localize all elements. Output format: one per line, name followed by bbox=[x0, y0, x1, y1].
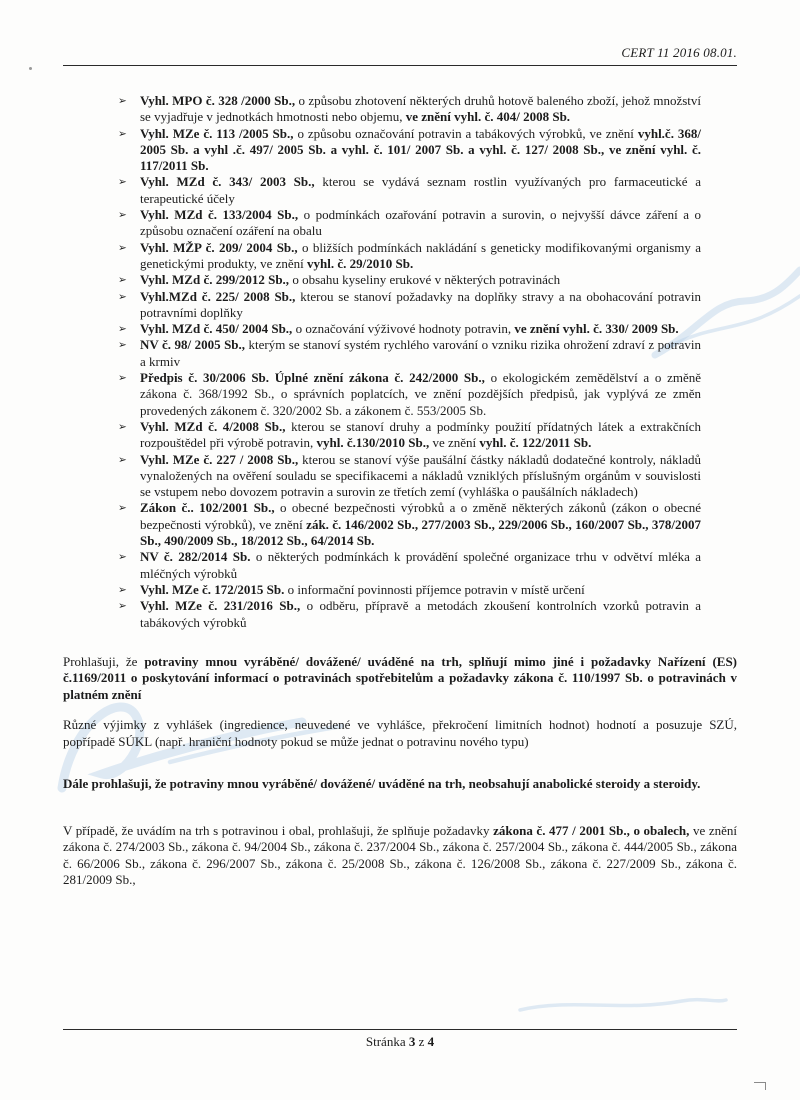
list-item-text: Zákon č.. 102/2001 Sb., o obecné bezpečnosti výrobků a o změně některých zákonů (zákon o obecné bezpečnosti výrobků), ve znění zák. č. 146/2002 Sb., 277/2003 Sb., 229/2006 Sb., 160/2007 Sb., 378/2007 Sb., 490/2009 Sb., 18/2012 Sb., 64/2014 Sb. bbox=[140, 500, 702, 549]
regulation-list bbox=[118, 93, 701, 631]
list-item-text: Vyhl. MPO č. 328 /2000 Sb., o způsobu zhotovení některých druhů hotově baleného zboží, jehož množství se vyjadřuje v jednotkách hmotnosti nebo objemu, ve znění vyhl. č. 404/ 2008 Sb. bbox=[140, 93, 702, 125]
list-item-text: Vyhl. MZd č. 133/2004 Sb., o podmínkách ozařování potravin a surovin, o nejvyšší dávce záření a o způsobu označení ozáření na obalu bbox=[140, 207, 701, 239]
arrow-bullet-icon: ➢ bbox=[118, 339, 127, 352]
arrow-bullet-icon: ➢ bbox=[118, 209, 127, 222]
paragraph: Různé výjimky z vyhlášek (ingredience, neuvedené ve vyhlášce, překročení limitních hodnot) hodnotí a posuzuje SZÚ, popřípadě SÚKL (např. hraniční hodnoty pokud se může jednat o potravinu nového typu) bbox=[63, 717, 737, 749]
list-item-text: Vyhl. MZe č. 113 /2005 Sb., o způsobu označování potravin a tabákových výrobků, ve znění vyhl.č. 368/ 2005 Sb. a vyhl .č. 497/ 2005 Sb. a vyhl. č. 101/ 2007 Sb. a vyhl. č. 127/ 2008 Sb., ve znění vyhl. č. 117/2011 Sb. bbox=[140, 125, 701, 174]
arrow-bullet-icon: ➢ bbox=[118, 551, 127, 564]
list-item bbox=[118, 370, 701, 419]
header-rule bbox=[63, 65, 737, 66]
arrow-bullet-icon: ➢ bbox=[118, 600, 127, 613]
list-item bbox=[118, 582, 701, 598]
document-content bbox=[63, 0, 737, 889]
list-item-text: NV č. 282/2014 Sb. o některých podmínkách k provádění společné organizace trhu v odvětví mléka a mléčných výrobků bbox=[140, 549, 701, 581]
document-header bbox=[63, 0, 737, 61]
list-item bbox=[118, 452, 701, 501]
arrow-bullet-icon: ➢ bbox=[118, 372, 127, 385]
arrow-bullet-icon: ➢ bbox=[118, 453, 127, 466]
list-item bbox=[118, 207, 701, 240]
doc-reference: CERT 11 2016 08.01. bbox=[621, 45, 737, 60]
list-item bbox=[118, 598, 701, 631]
list-item bbox=[118, 419, 701, 452]
scan-artifact bbox=[29, 67, 32, 70]
arrow-bullet-icon: ➢ bbox=[118, 420, 127, 433]
list-item bbox=[118, 289, 701, 322]
paragraph: Dále prohlašuji, že potraviny mnou vyráběné/ dovážené/ uváděné na trh, neobsahují anabolické steroidy a steroidy. bbox=[63, 776, 701, 792]
scan-artifact bbox=[754, 1082, 766, 1090]
list-item-text: Vyhl. MŽP č. 209/ 2004 Sb., o bližších podmínkách nakládání s geneticky modifikovanými organismy a genetickými produkty, ve znění vyhl. č. 29/2010 Sb. bbox=[140, 239, 701, 271]
list-item bbox=[118, 240, 701, 273]
arrow-bullet-icon: ➢ bbox=[118, 323, 127, 336]
list-item-text: Vyhl. MZe č. 231/2016 Sb., o odběru, přípravě a metodách zkoušení kontrolních vzorků potravin a tabákových výrobků bbox=[140, 598, 701, 630]
arrow-bullet-icon: ➢ bbox=[118, 274, 127, 287]
list-item-text: Vyhl. MZe č. 172/2015 Sb. o informační povinnosti příjemce potravin v místě určení bbox=[140, 581, 585, 597]
list-item-text: Vyhl. MZd č. 343/ 2003 Sb., kterou se vydává seznam rostlin využívaných pro farmaceutické a terapeutické účely bbox=[140, 174, 701, 206]
list-item bbox=[118, 337, 701, 370]
arrow-bullet-icon: ➢ bbox=[118, 127, 127, 140]
list-item bbox=[118, 174, 701, 207]
list-item-text: Vyhl. MZe č. 227 / 2008 Sb., kterou se stanoví výše paušální částky nákladů dodatečné kontroly, nákladů vynaložených na ověření souladu se specifikacemi a nákladů vzniklých příslušným orgánům v souvislosti se vstupem nebo dovozem potravin a surovin ze třetích zemí (vyhláška o paušálních nákladech) bbox=[140, 451, 701, 500]
arrow-bullet-icon: ➢ bbox=[118, 290, 127, 303]
list-item bbox=[118, 549, 701, 582]
arrow-bullet-icon: ➢ bbox=[118, 502, 127, 515]
arrow-bullet-icon: ➢ bbox=[118, 95, 127, 107]
list-item bbox=[118, 126, 701, 175]
arrow-bullet-icon: ➢ bbox=[118, 583, 127, 596]
list-item-text: Vyhl. MZd č. 299/2012 Sb., o obsahu kyseliny erukové v některých potravinách bbox=[140, 272, 561, 288]
list-item-text: Předpis č. 30/2006 Sb. Úplné znění zákona č. 242/2000 Sb., o ekologickém zemědělství a o změně zákona č. 368/1992 Sb., o správních poplatcích, ve znění pozdějších předpisů, jak vyplývá ze změn provedených zákonem č. 320/2002 Sb. a zákonem č. 553/2005 Sb. bbox=[140, 370, 701, 418]
footer-page-indicator: Stránka 3 z 4 bbox=[365, 1034, 435, 1049]
list-item bbox=[118, 321, 701, 337]
paragraph: Prohlašuji, že potraviny mnou vyráběné/ dovážené/ uváděné na trh, splňují mimo jiné i požadavky Nařízení (ES) č.1169/2011 o poskytování informací o potravinách spotřebitelům a požadavky zákona č. 110/1997 Sb. o potravinách v platném znění bbox=[63, 653, 738, 702]
arrow-bullet-icon: ➢ bbox=[118, 241, 127, 254]
arrow-bullet-icon: ➢ bbox=[118, 176, 127, 189]
list-item bbox=[118, 272, 701, 288]
list-item bbox=[118, 93, 701, 126]
paragraph: V případě, že uvádím na trh s potravinou i obal, prohlašuji, že splňuje požadavky zákona č. 477 / 2001 Sb., o obalech, ve znění zákona č. 274/2003 Sb., zákona č. 94/2004 Sb., zákona č. 237/2004 Sb., zákona č. 257/2004 Sb., zákona č. 444/2005 Sb., zákona č. 66/2006 Sb., zákona č. 296/2007 Sb., zákona č. 25/2008 Sb., zákona č. 126/2008 Sb., zákona č. 227/2009 Sb., zákona č. 281/2009 Sb., bbox=[63, 822, 738, 888]
paragraphs bbox=[63, 654, 737, 889]
list-item-text: Vyhl.MZd č. 225/ 2008 Sb., kterou se stanoví požadavky na doplňky stravy a na obohacování potravin potravními doplňky bbox=[140, 288, 701, 320]
list-item-text: Vyhl. MZd č. 4/2008 Sb., kterou se stanoví druhy a podmínky použití přídatných látek a extrakčních rozpouštědel při výrobě potravin, vyhl. č.130/2010 Sb., ve znění vyhl. č. 122/2011 Sb. bbox=[140, 418, 701, 451]
list-item-text: NV č. 98/ 2005 Sb., kterým se stanoví systém rychlého varování o vzniku rizika ohrožení zdraví z potravin a krmiv bbox=[140, 337, 701, 369]
list-item bbox=[118, 500, 701, 549]
list-item-text: Vyhl. MZd č. 450/ 2004 Sb., o označování výživové hodnoty potravin, ve znění vyhl. č. 330/ 2009 Sb. bbox=[140, 321, 679, 337]
footer-rule bbox=[63, 1029, 737, 1030]
document-footer bbox=[63, 1025, 737, 1050]
